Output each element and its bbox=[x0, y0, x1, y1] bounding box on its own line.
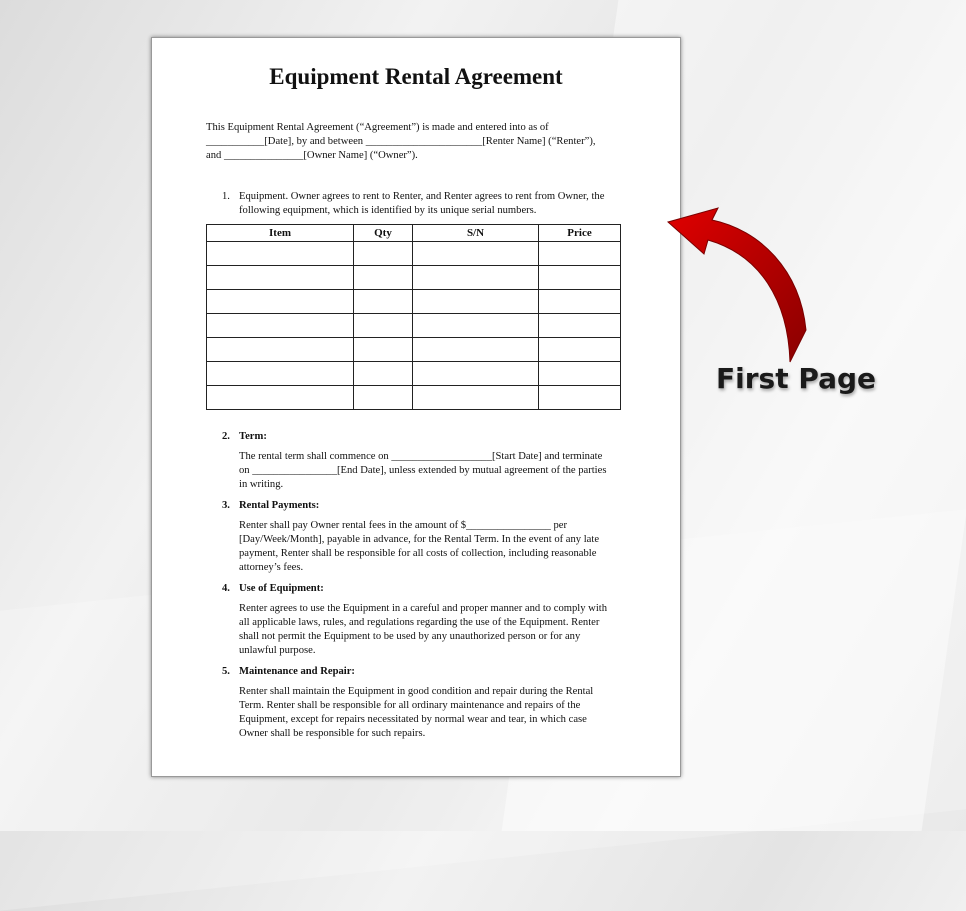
table-cell bbox=[539, 362, 621, 386]
document-title: Equipment Rental Agreement bbox=[269, 64, 563, 89]
section-number: 2. bbox=[222, 431, 230, 442]
section-line: Renter agrees to use the Equipment in a careful and proper manner and to comply with bbox=[239, 603, 608, 614]
section-line: [Day/Week/Month], payable in advance, for the Rental Term. In the event of any late bbox=[239, 534, 600, 545]
table-cell bbox=[413, 290, 539, 314]
intro-line: This Equipment Rental Agreement (“Agreement”) is made and entered into as of bbox=[206, 122, 549, 133]
table-cell bbox=[354, 386, 413, 410]
table-row bbox=[207, 338, 621, 362]
table-cell bbox=[413, 338, 539, 362]
section-line: Equipment, except for repairs necessitated by normal wear and tear, in which case bbox=[239, 714, 587, 725]
table-row bbox=[207, 242, 621, 266]
section-heading: Use of Equipment: bbox=[239, 583, 324, 594]
first-page-label: First Page bbox=[716, 362, 877, 395]
table-cell bbox=[207, 242, 354, 266]
table-cell bbox=[539, 338, 621, 362]
table-cell bbox=[413, 314, 539, 338]
section-number: 3. bbox=[222, 500, 230, 511]
column-header-price: Price bbox=[539, 225, 621, 242]
table-row bbox=[207, 386, 621, 410]
section-number: 1. bbox=[222, 191, 230, 202]
section-line: Renter shall pay Owner rental fees in the amount of $________________ per bbox=[239, 520, 568, 531]
table-cell bbox=[413, 242, 539, 266]
table-cell bbox=[413, 362, 539, 386]
section-heading: Term: bbox=[239, 431, 267, 442]
section-1-line: following equipment, which is identified by its unique serial numbers. bbox=[239, 205, 537, 216]
table-cell bbox=[539, 386, 621, 410]
intro-line: ___________[Date], by and between ______________________[Renter Name] (“Renter”), bbox=[206, 136, 596, 147]
table-cell bbox=[539, 314, 621, 338]
section-line: on ________________[End Date], unless extended by mutual agreement of the parties bbox=[239, 465, 607, 476]
section-line: shall not permit the Equipment to be used by any unauthorized person or for any bbox=[239, 631, 581, 642]
document-page bbox=[151, 37, 681, 777]
intro-line: and _______________[Owner Name] (“Owner”). bbox=[206, 150, 418, 161]
table-cell bbox=[354, 362, 413, 386]
column-header-item: Item bbox=[207, 225, 354, 242]
table-cell bbox=[354, 338, 413, 362]
section-line: Renter shall maintain the Equipment in good condition and repair during the Rental bbox=[239, 686, 594, 697]
table-cell bbox=[413, 386, 539, 410]
table-cell bbox=[354, 314, 413, 338]
table-cell bbox=[207, 386, 354, 410]
table-cell bbox=[207, 266, 354, 290]
section-line: Owner shall be responsible for such repairs. bbox=[239, 728, 426, 739]
table-cell bbox=[539, 242, 621, 266]
table-row bbox=[207, 290, 621, 314]
section-heading: Maintenance and Repair: bbox=[239, 666, 355, 677]
section-line: Term. Renter shall be responsible for all ordinary maintenance and repairs of the bbox=[239, 700, 581, 711]
curved-arrow-icon bbox=[660, 200, 820, 370]
column-header-sn: S/N bbox=[413, 225, 539, 242]
table-cell bbox=[207, 362, 354, 386]
section-line: in writing. bbox=[239, 479, 284, 490]
section-line: The rental term shall commence on ___________________[Start Date] and terminate bbox=[239, 451, 603, 462]
section-1-line: Equipment. Owner agrees to rent to Renter, and Renter agrees to rent from Owner, the bbox=[239, 191, 605, 202]
section-number: 4. bbox=[222, 583, 230, 594]
table-row bbox=[207, 266, 621, 290]
section-line: attorney’s fees. bbox=[239, 562, 304, 573]
table-cell bbox=[207, 314, 354, 338]
table-row bbox=[207, 362, 621, 386]
table-cell bbox=[354, 266, 413, 290]
table-row bbox=[207, 314, 621, 338]
table-cell bbox=[539, 290, 621, 314]
table-cell bbox=[354, 242, 413, 266]
table-cell bbox=[539, 266, 621, 290]
table-cell bbox=[207, 290, 354, 314]
column-header-qty: Qty bbox=[354, 225, 413, 242]
equipment-table bbox=[206, 224, 621, 410]
section-line: all applicable laws, rules, and regulations regarding the use of the Equipment. Renter bbox=[239, 617, 600, 628]
table-cell bbox=[207, 338, 354, 362]
section-number: 5. bbox=[222, 666, 230, 677]
table-cell bbox=[413, 266, 539, 290]
section-line: payment, Renter shall be responsible for all costs of collection, including reasonable bbox=[239, 548, 597, 559]
section-heading: Rental Payments: bbox=[239, 500, 320, 511]
table-cell bbox=[354, 290, 413, 314]
section-line: unlawful purpose. bbox=[239, 645, 316, 656]
